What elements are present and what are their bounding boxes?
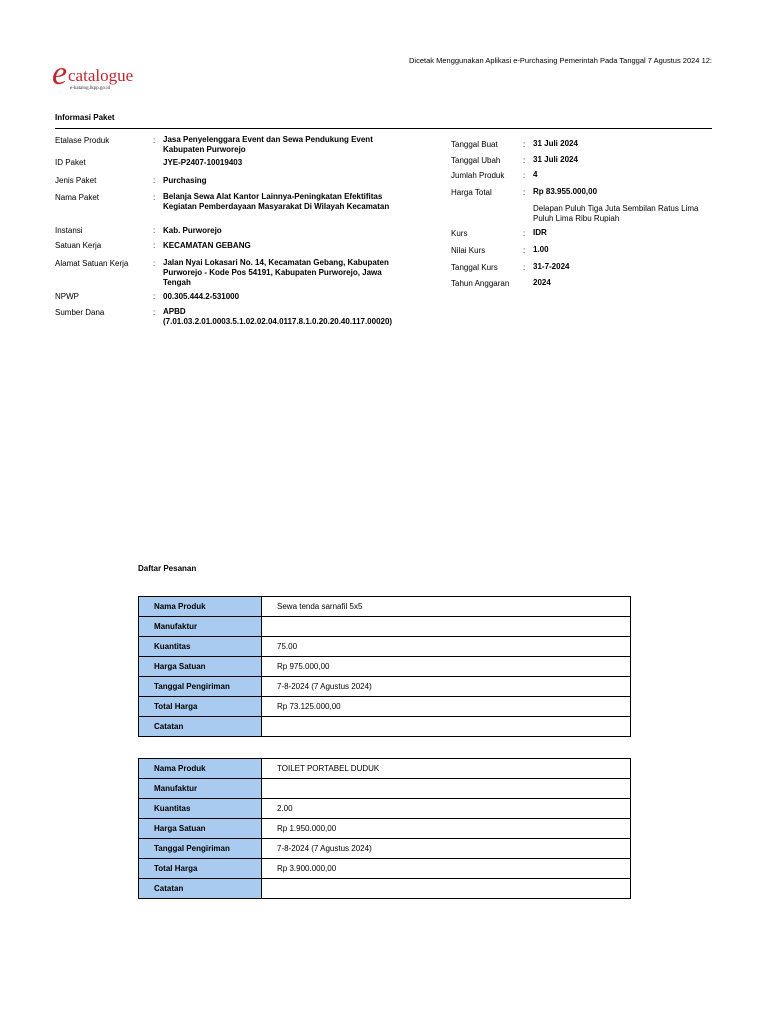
table-row: [139, 717, 631, 737]
colon: :: [153, 136, 156, 145]
table-row: [139, 799, 631, 819]
order-field-label: Manufaktur: [139, 617, 262, 637]
colon: :: [153, 308, 156, 317]
value-id-paket: JYE-P2407-10019403: [163, 158, 243, 167]
order-field-value: 2.00: [262, 799, 631, 819]
table-row: [139, 759, 631, 779]
label-harga-total: Harga Total: [451, 188, 492, 197]
logo-subtitle: e-katalog.lkpp.go.id: [70, 86, 111, 91]
printed-note: Dicetak Menggunakan Aplikasi e-Purchasing Pemerintah Pada Tanggal 7 Agustus 2024 12:: [409, 56, 712, 65]
colon: :: [523, 263, 526, 272]
table-row: [139, 819, 631, 839]
value-sumber-dana-code: (7.01.03.2.01.0003.5.1.02.02.04.0117.8.1.0.20.20.40.117.00020): [163, 317, 393, 326]
order-field-value: Rp 73.125.000,00: [262, 697, 631, 717]
value-kurs: IDR: [533, 228, 547, 237]
table-row: [139, 879, 631, 899]
value-nama-paket: Belanja Sewa Alat Kantor Lainnya-Peningkatan Efektifitas Kegiatan Pemberdayaan Masyarakat Di Wilayah Kecamatan: [163, 192, 390, 211]
value-jumlah-produk: 4: [533, 170, 538, 179]
order-field-label: Tanggal Pengiriman: [139, 839, 262, 859]
label-id-paket: ID Paket: [55, 158, 86, 167]
colon: :: [153, 176, 156, 185]
colon: :: [523, 246, 526, 255]
order-field-value: Sewa tenda sarnafil 5x5: [262, 597, 631, 617]
table-row: [139, 597, 631, 617]
order-field-value: [262, 617, 631, 637]
label-tanggal-ubah: Tanggal Ubah: [451, 156, 501, 165]
order-field-value: Rp 975.000,00: [262, 657, 631, 677]
label-etalase-produk: Etalase Produk: [55, 136, 110, 145]
colon: :: [523, 229, 526, 238]
order-table-1: [138, 596, 631, 737]
order-field-label: Nama Produk: [139, 597, 262, 617]
order-field-label: Harga Satuan: [139, 819, 262, 839]
colon: :: [523, 188, 526, 197]
order-field-value: 75.00: [262, 637, 631, 657]
label-tanggal-buat: Tanggal Buat: [451, 140, 498, 149]
colon: :: [153, 193, 156, 202]
order-field-label: Catatan: [139, 717, 262, 737]
table-row: [139, 697, 631, 717]
order-field-label: Nama Produk: [139, 759, 262, 779]
section-divider: [55, 128, 712, 129]
label-instansi: Instansi: [55, 226, 83, 235]
table-row: [139, 617, 631, 637]
table-row: [139, 677, 631, 697]
colon: :: [153, 241, 156, 250]
table-row: [139, 839, 631, 859]
table-row: [139, 657, 631, 677]
value-tanggal-kurs: 31-7-2024: [533, 262, 570, 271]
colon: :: [153, 292, 156, 301]
value-satuan-kerja: KECAMATAN GEBANG: [163, 241, 251, 250]
value-jenis-paket: Purchasing: [163, 176, 207, 185]
label-nama-paket: Nama Paket: [55, 193, 100, 202]
order-field-value: TOILET PORTABEL DUDUK: [262, 759, 631, 779]
table-row: [139, 637, 631, 657]
label-jumlah-produk: Jumlah Produk: [451, 171, 505, 180]
order-table-2: [138, 758, 631, 899]
order-field-label: Harga Satuan: [139, 657, 262, 677]
value-etalase-produk: Jasa Penyelenggara Event dan Sewa Pendukung Event Kabupaten Purworejo: [163, 135, 373, 154]
colon: :: [153, 226, 156, 235]
order-field-value: [262, 717, 631, 737]
colon: :: [523, 171, 526, 180]
order-field-value: [262, 879, 631, 899]
label-npwp: NPWP: [55, 292, 79, 301]
order-field-label: Manufaktur: [139, 779, 262, 799]
logo-e-letter: e: [52, 55, 68, 92]
order-field-value: Rp 1.950.000,00: [262, 819, 631, 839]
logo-text: catalogue: [68, 66, 134, 85]
label-sumber-dana: Sumber Dana: [55, 308, 105, 317]
label-tahun-anggaran: Tahun Anggaran: [451, 279, 510, 288]
label-nilai-kurs: Nilai Kurs: [451, 246, 486, 255]
colon: :: [153, 259, 156, 268]
label-kurs: Kurs: [451, 229, 468, 238]
value-tahun-anggaran: 2024: [533, 278, 551, 287]
order-field-label: Total Harga: [139, 859, 262, 879]
order-field-value: Rp 3.900.000,00: [262, 859, 631, 879]
value-sumber-dana: APBD: [163, 307, 186, 316]
value-harga-total: Rp 83.955.000,00: [533, 187, 598, 196]
value-instansi: Kab. Purworejo: [163, 226, 222, 235]
value-npwp: 00.305.444.2-531000: [163, 292, 240, 301]
table-row: [139, 779, 631, 799]
table-row: [139, 859, 631, 879]
colon: :: [523, 140, 526, 149]
order-field-label: Catatan: [139, 879, 262, 899]
value-tanggal-buat: 31 Juli 2024: [533, 139, 578, 148]
colon: :: [523, 156, 526, 165]
order-field-label: Total Harga: [139, 697, 262, 717]
orders-section-title: Daftar Pesanan: [138, 564, 197, 573]
label-tanggal-kurs: Tanggal Kurs: [451, 263, 498, 272]
order-field-label: Kuantitas: [139, 799, 262, 819]
value-harga-total-words: Delapan Puluh Tiga Juta Sembilan Ratus Lima Puluh Lima Ribu Rupiah: [533, 204, 699, 223]
value-nilai-kurs: 1.00: [533, 245, 549, 254]
label-jenis-paket: Jenis Paket: [55, 176, 97, 185]
order-field-label: Tanggal Pengiriman: [139, 677, 262, 697]
order-field-value: 7-8-2024 (7 Agustus 2024): [262, 839, 631, 859]
order-field-label: Kuantitas: [139, 637, 262, 657]
value-alamat-satuan-kerja: Jalan Nyai Lokasari No. 14, Kecamatan Gebang, Kabupaten Purworejo - Kode Pos 54191, Kabupaten Purworejo, Jawa Tengah: [163, 258, 389, 287]
value-tanggal-ubah: 31 Juli 2024: [533, 155, 578, 164]
order-field-value: [262, 779, 631, 799]
label-alamat-satuan-kerja: Alamat Satuan Kerja: [55, 259, 129, 268]
label-satuan-kerja: Satuan Kerja: [55, 241, 102, 250]
info-section-title: Informasi Paket: [55, 113, 115, 122]
order-field-value: 7-8-2024 (7 Agustus 2024): [262, 677, 631, 697]
